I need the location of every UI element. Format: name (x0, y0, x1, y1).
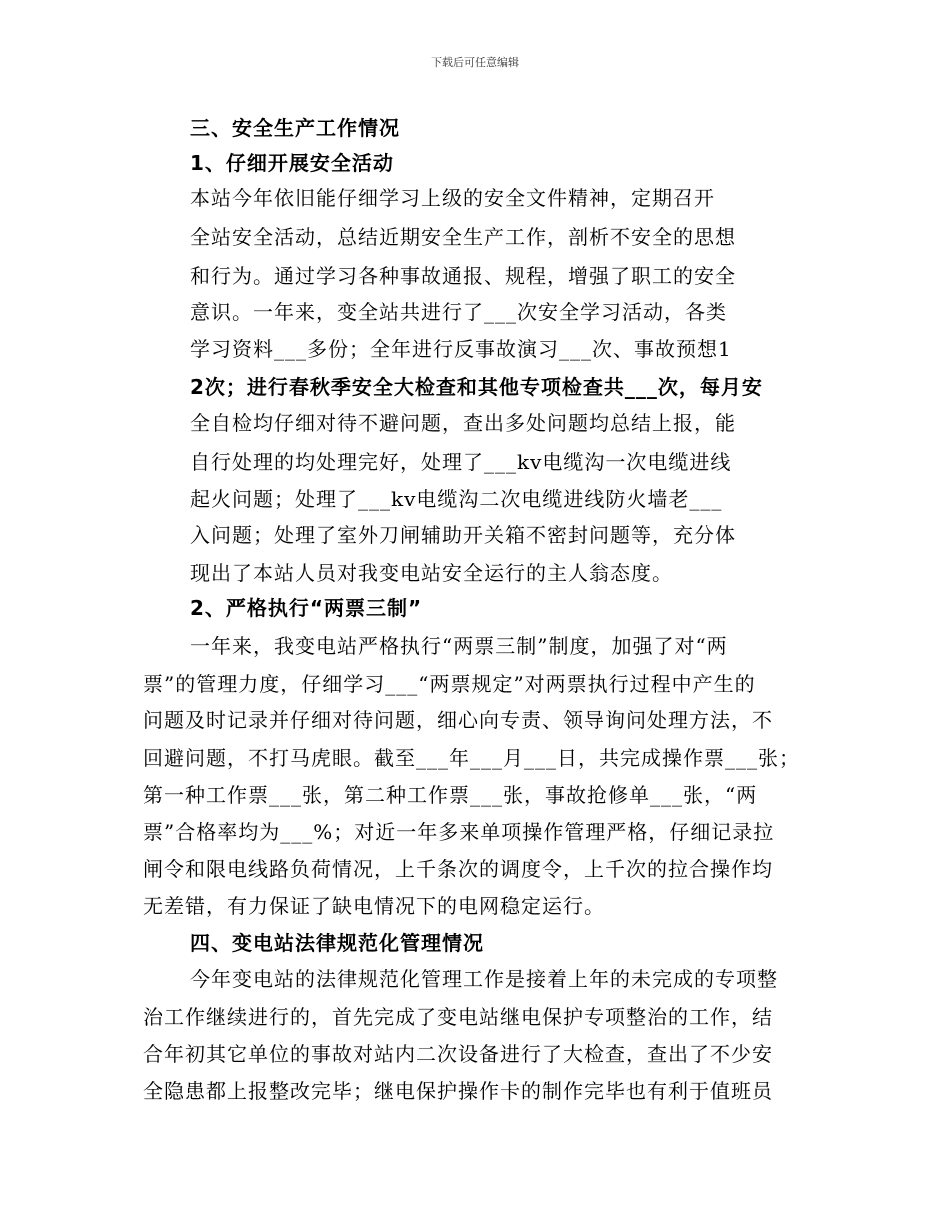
paragraph-line: 全自检均仔细对待不避问题，查出多处问题均总结上报，能 (190, 411, 736, 435)
page-header: 下载后可任意编辑 (431, 56, 519, 69)
paragraph-line: 现出了本站人员对我变电站安全运行的主人翁态度。 (190, 561, 673, 585)
paragraph-line: 票”的管理力度，仔细学习___“两票规定”对两票执行过程中产生的 (143, 672, 756, 696)
paragraph-line: 入问题；处理了室外刀闸辅助开关箱不密封问题等，充分体 (190, 523, 736, 547)
paragraph-line: 第一种工作票___张，第二种工作票___张，事故抢修单___张，“两 (143, 783, 758, 807)
paragraph-line: 票”合格率均为___%；对近一年多来单项操作管理严格，仔细记录拉 (143, 820, 775, 844)
section-heading: 三、安全生产工作情况 (190, 116, 400, 140)
paragraph-line: 一年来，我变电站严格执行“两票三制”制度，加强了对“两 (190, 634, 728, 658)
paragraph-line: 全站安全活动，总结近期安全生产工作，剖析不安全的思想 (190, 225, 736, 249)
paragraph-line: 本站今年依旧能仔细学习上级的安全文件精神，定期召开 (190, 186, 715, 210)
paragraph-line: 问题及时记录并仔细对待问题，细心向专责、领导询问处理方法，不 (143, 708, 773, 732)
paragraph-line: 回避问题，不打马虎眼。截至___年___月___日，共完成操作票___张； (143, 746, 800, 770)
paragraph-line: 闸令和限电线路负荷情况，上千条次的调度令，上千次的拉合操作均 (143, 857, 773, 881)
subsection-heading: 1、仔细开展安全活动 (190, 151, 394, 175)
paragraph-line: 合年初其它单位的事故对站内二次设备进行了大检查，查出了不少安 (143, 1042, 773, 1066)
paragraph-line: 全隐患都上报整改完毕；继电保护操作卡的制作完毕也有利于值班员 (143, 1079, 773, 1103)
subsection-heading: 2、严格执行“两票三制” (190, 596, 423, 620)
paragraph-line: 学习资料___多份；全年进行反事故演习___次、事故预想1 (190, 337, 732, 361)
section-heading: 四、变电站法律规范化管理情况 (190, 931, 484, 955)
paragraph-line: 治工作继续进行的，首先完成了变电站继电保护专项整治的工作，结 (143, 1005, 773, 1029)
paragraph-line: 自行处理的均处理完好，处理了___kv电缆沟一次电缆进线 (190, 450, 732, 474)
paragraph-line: 和行为。通过学习各种事故通报、规程，增强了职工的安全 (190, 264, 736, 288)
paragraph-line: 2次；进行春秋季安全大检查和其他专项检查共___次，每月安 (190, 375, 763, 399)
paragraph-line: 今年变电站的法律规范化管理工作是接着上年的未完成的专项整 (190, 967, 778, 991)
paragraph-line: 意识。一年来，变全站共进行了___次安全学习活动，各类 (190, 300, 727, 324)
paragraph-line: 无差错，有力保证了缺电情况下的电网稳定运行。 (143, 894, 605, 918)
paragraph-line: 起火问题；处理了___kv电缆沟二次电缆进线防火墙老___ (190, 487, 723, 511)
